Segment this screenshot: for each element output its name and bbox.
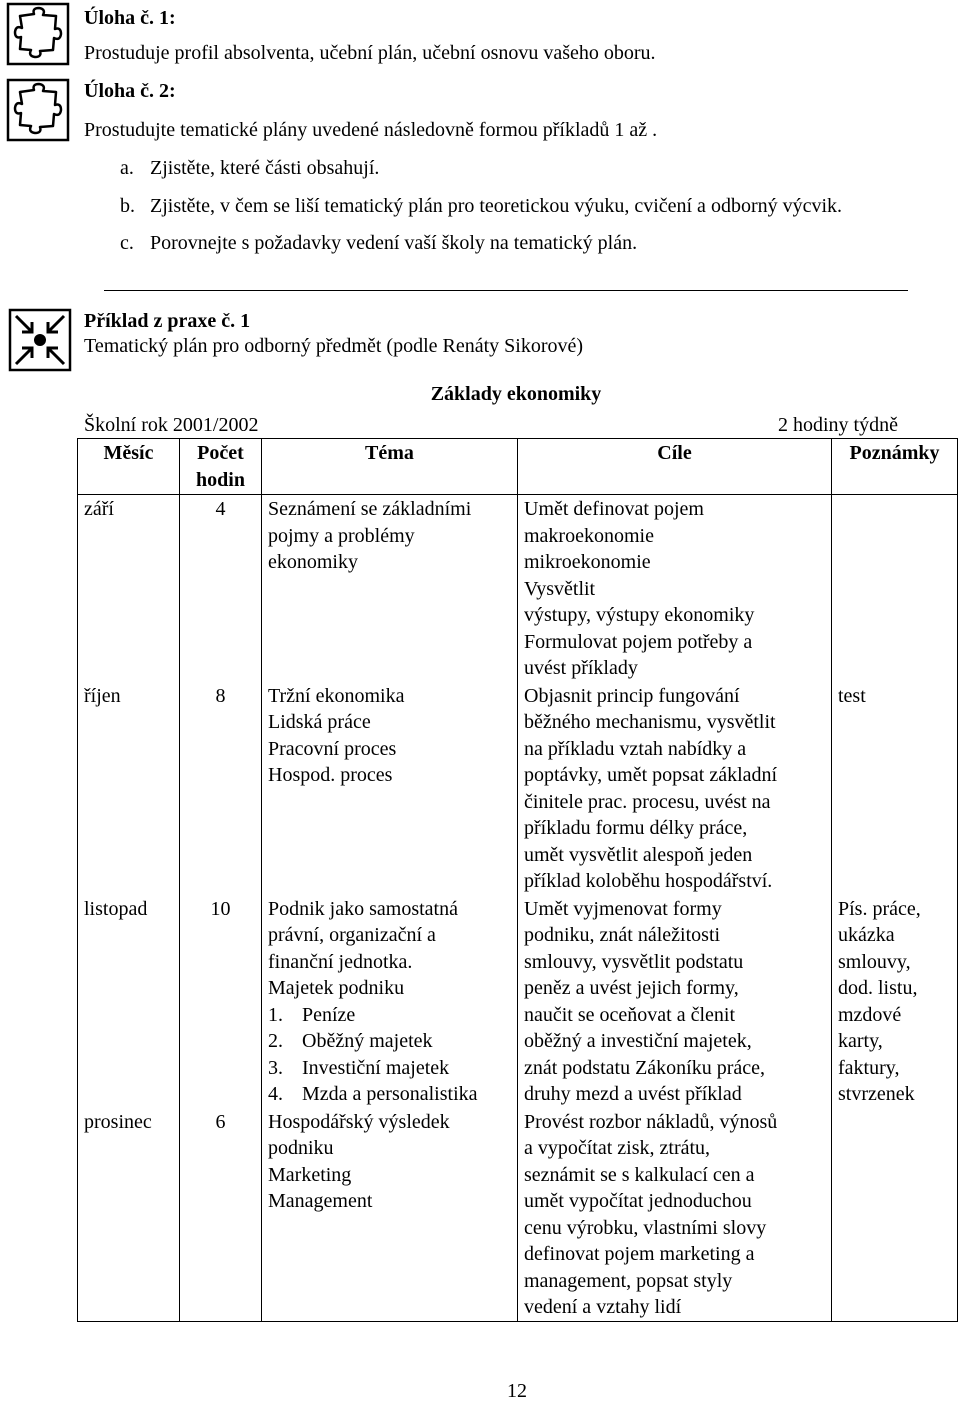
cell-notes: Pís. práce, ukázka smlouvy, dod. listu, mzdové karty, faktury, stvrzenek	[832, 895, 958, 1108]
task2-item-c	[84, 230, 637, 257]
thematic-plan-table	[77, 438, 958, 1322]
task2-item-a	[84, 155, 379, 182]
header-goals: Cíle	[518, 439, 832, 495]
task1-text: Prostuduje profil absolventa, učební plán, učební osnovu vašeho oboru.	[84, 42, 656, 64]
header-notes: Poznámky	[832, 439, 958, 495]
hours-per-week: 2 hodiny týdně	[778, 414, 898, 436]
topic-numbered-list: 1. Peníze 2. Oběžný majetek 3. Investiční majetek 4. Mzda a personalistika	[268, 1003, 478, 1105]
cell-month: říjen	[78, 682, 180, 895]
table-row	[78, 682, 958, 895]
header-month: Měsíc	[78, 439, 180, 495]
list-marker: a.	[120, 157, 134, 179]
cell-topic: Podnik jako samostatná právní, organizační a finanční jednotka. Majetek podniku 1. Peníze 2. Oběžný majetek 3. Investiční majetek 4. Mzda a personalistika	[262, 895, 518, 1108]
cell-notes: test	[832, 682, 958, 895]
header-topic: Téma	[262, 439, 518, 495]
cell-hours: 8	[180, 682, 262, 895]
task2-heading: Úloha č. 2:	[84, 80, 176, 102]
cell-month: prosinec	[78, 1108, 180, 1322]
puzzle-icon	[6, 78, 70, 150]
table-header-row	[78, 439, 958, 495]
list-item-text: Zjistěte, které části obsahují.	[150, 157, 380, 179]
task1-heading: Úloha č. 1:	[84, 7, 176, 29]
header-hours: Počet hodin	[180, 439, 262, 495]
cell-hours: 6	[180, 1108, 262, 1322]
list-item-text: Porovnejte s požadavky vedení vaší školy na tematický plán.	[150, 232, 638, 254]
puzzle-icon	[6, 2, 70, 74]
page-number: 12	[507, 1380, 527, 1402]
list-marker: c.	[120, 232, 134, 254]
cell-hours: 4	[180, 495, 262, 682]
example-heading: Příklad z praxe č. 1	[84, 310, 251, 332]
cell-notes	[832, 1108, 958, 1322]
cell-month: září	[78, 495, 180, 682]
table-row	[78, 895, 958, 1108]
list-item-text: Zjistěte, v čem se liší tematický plán pro teoretickou výuku, cvičení a odborný výcvik.	[150, 195, 843, 217]
practice-example-icon	[8, 308, 72, 380]
cell-month: listopad	[78, 895, 180, 1108]
cell-goals: Umět vyjmenovat formy podniku, znát náležitosti smlouvy, vysvětlit podstatu peněz a uvést jejich formy, naučit se oceňovat a členit oběžný a investiční majetek, znát podstatu Zákoníku práce, druhy mezd a uvést příklad	[518, 895, 832, 1108]
cell-topic: Hospodářský výsledek podniku Marketing Management	[262, 1108, 518, 1322]
table-row	[78, 495, 958, 682]
table-row	[78, 1108, 958, 1322]
separator-line	[104, 290, 908, 291]
list-marker: b.	[120, 195, 135, 217]
cell-notes	[832, 495, 958, 682]
school-year: Školní rok 2001/2002	[84, 414, 259, 436]
cell-goals: Provést rozbor nákladů, výnosů a vypočítat zisk, ztrátu, seznámit se s kalkulací cen a umět vypočítat jednoduchou cenu výrobku, vlastními slovy definovat pojem marketing a management, popsat styly vedení a vztahy lidí	[518, 1108, 832, 1322]
task2-item-b	[84, 193, 842, 220]
cell-topic: Seznámení se základními pojmy a problémy ekonomiky	[262, 495, 518, 682]
cell-hours: 10	[180, 895, 262, 1108]
example-subtitle: Tematický plán pro odborný předmět (podle Renáty Sikorové)	[84, 335, 584, 357]
cell-goals: Umět definovat pojem makroekonomie mikroekonomie Vysvětlit výstupy, výstupy ekonomiky Formulovat pojem potřeby a uvést příklady	[518, 495, 832, 682]
task2-text: Prostudujte tematické plány uvedené následovně formou příkladů 1 až .	[84, 119, 658, 141]
cell-goals: Objasnit princip fungování běžného mechanismu, vysvětlit na příkladu vztah nabídky a poptávky, umět popsat základní činitele prac. procesu, uvést na příkladu formu délky práce, umět vysvětlit alespoň jeden příklad koloběhu hospodářství.	[518, 682, 832, 895]
cell-topic: Tržní ekonomika Lidská práce Pracovní proces Hospod. proces	[262, 682, 518, 895]
subject-title: Základy ekonomiky	[430, 383, 602, 405]
